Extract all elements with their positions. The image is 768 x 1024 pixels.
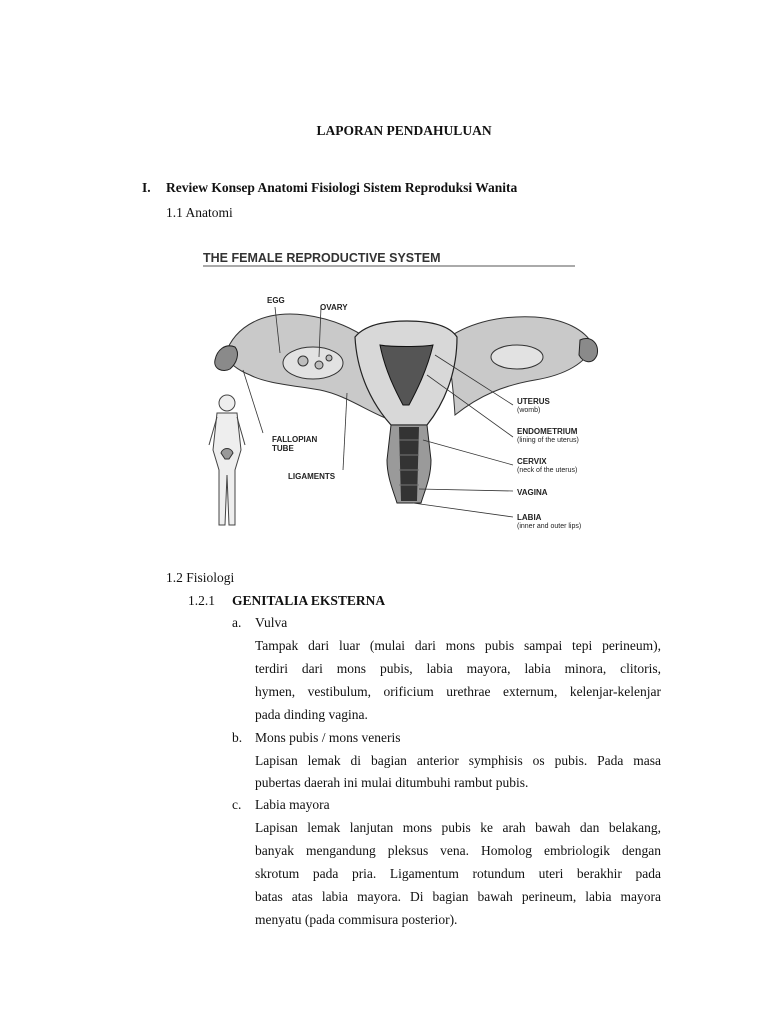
- paragraph-line: pada dinding vagina.: [255, 707, 368, 722]
- label-cervix: CERVIX: [517, 457, 547, 466]
- paragraph-line: pubertas daerah ini mulai ditumbuhi rambut pubis.: [255, 775, 529, 790]
- section-heading: Review Konsep Anatomi Fisiologi Sistem Reproduksi Wanita: [166, 180, 518, 195]
- label-ovary: OVARY: [320, 303, 348, 312]
- label-labia-sub: (inner and outer lips): [517, 523, 582, 530]
- subsection-genitalia-number: 1.2.1: [188, 593, 215, 608]
- paragraph-line: Tampak dari luar (mulai dari mons pubis sampai tepi perineum),: [255, 638, 661, 653]
- label-endometrium: ENDOMETRIUM: [517, 427, 578, 436]
- page-title: LAPORAN PENDAHULUAN: [316, 123, 492, 138]
- section-number: I.: [142, 180, 151, 195]
- reproductive-system-illustration: [195, 245, 615, 545]
- label-endometrium-sub: (lining of the uterus): [517, 437, 579, 444]
- item-title: Mons pubis / mons veneris: [255, 730, 401, 745]
- anatomy-figure: [195, 245, 615, 545]
- label-egg: EGG: [267, 296, 285, 305]
- paragraph-line: skrotum pada pria. Ligamentum rotundum uteri berakhir pada: [255, 866, 661, 881]
- paragraph-line: terdiri dari mons pubis, labia mayora, labia minora, clitoris,: [255, 661, 661, 676]
- paragraph-line: menyatu (pada commisura posterior).: [255, 912, 458, 927]
- label-fallopian-tube: TUBE: [272, 444, 294, 453]
- label-ligaments: LIGAMENTS: [288, 472, 336, 481]
- subsection-anatomi: 1.1 Anatomi: [166, 205, 233, 220]
- paragraph-line: Lapisan lemak di bagian anterior symphisis os pubis. Pada masa: [255, 753, 661, 768]
- item-letter: c.: [232, 797, 242, 812]
- label-labia: LABIA: [517, 513, 542, 522]
- label-uterus-sub: (womb): [517, 407, 541, 414]
- label-uterus: UTERUS: [517, 397, 550, 406]
- item-letter: a.: [232, 615, 242, 630]
- paragraph-line: hymen, vestibulum, orificium urethrae externum, kelenjar-kelenjar: [255, 684, 661, 699]
- label-cervix-sub: (neck of the uterus): [517, 467, 578, 474]
- item-letter: b.: [232, 730, 243, 745]
- paragraph-line: Lapisan lemak lanjutan mons pubis ke arah bawah dan belakang,: [255, 820, 661, 835]
- paragraph-line: batas atas labia mayora. Di bagian bawah perineum, labia mayora: [255, 889, 661, 904]
- paragraph-line: banyak mengandung pleksus vena. Homolog embriologik dengan: [255, 843, 661, 858]
- item-title: Vulva: [255, 615, 288, 630]
- label-vagina: VAGINA: [517, 488, 548, 497]
- figure-title: THE FEMALE REPRODUCTIVE SYSTEM: [203, 251, 441, 265]
- label-fallopian: FALLOPIAN: [272, 435, 318, 444]
- subsection-fisiologi: 1.2 Fisiologi: [166, 570, 235, 585]
- item-title: Labia mayora: [255, 797, 330, 812]
- subsection-genitalia-title: GENITALIA EKSTERNA: [232, 593, 386, 608]
